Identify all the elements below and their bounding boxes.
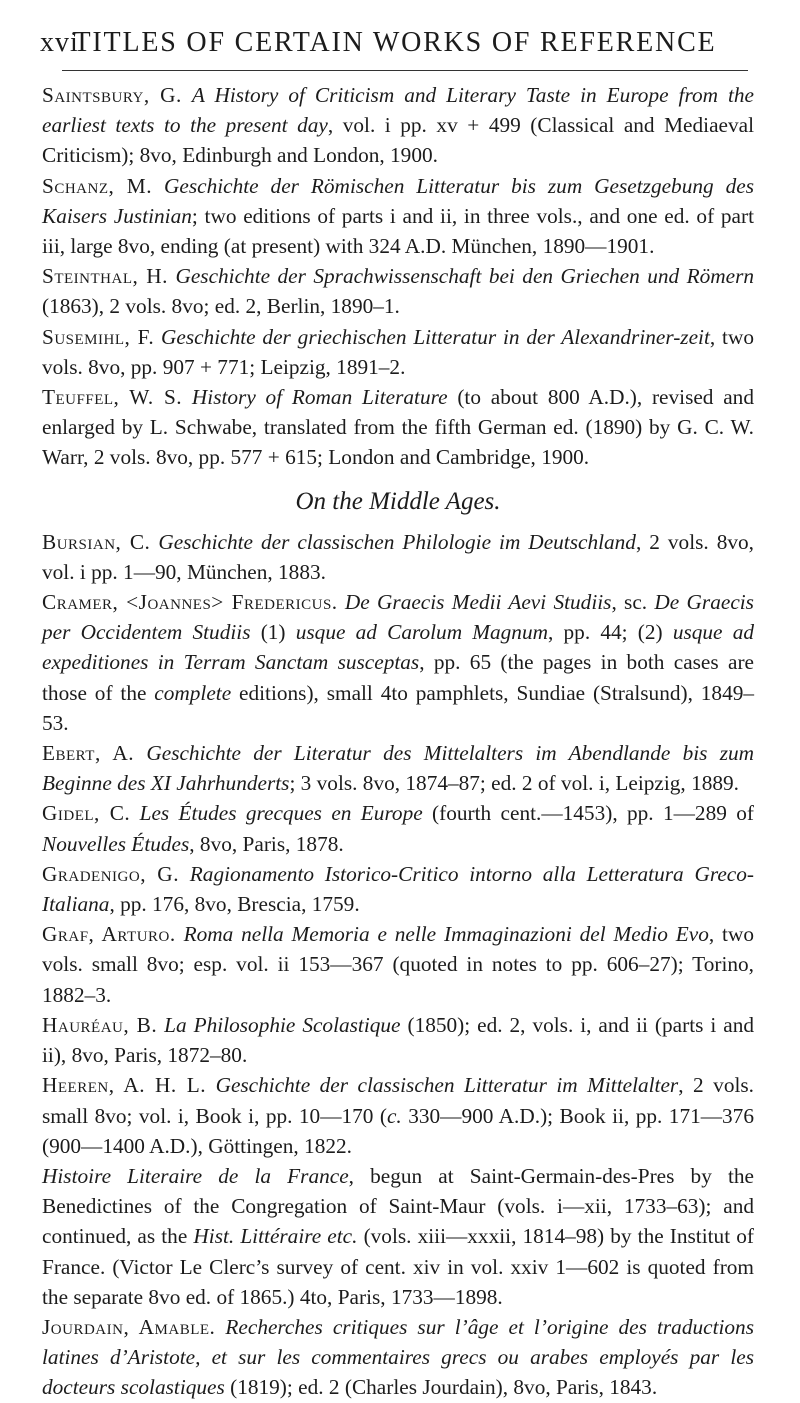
entry-details: (1850); ed. 2, vols. i, and ii (parts i and ii), 8vo, Paris, 1872–80. [42,1012,754,1068]
entry-title: Ragionamento Istorico-Critico intorno alla Letteratura Greco-Italiana [42,861,754,917]
entry-title: Recherches critiques sur l’âge et l’origine des traductions latines d’Aristote, et sur les commentaires grecs ou arabes employés par les docteurs scolastiques [42,1314,754,1400]
entry-title: Geschichte der Literatur des Mittelalters im Abendlande bis zum Beginne des XI Jahrhunderts [42,741,755,796]
entry-author: Steinthal, H. [42,264,168,289]
entry-details: , pp. 65 (the pages in both cases are those of the [42,650,754,705]
entry-title: Geschichte der Sprachwissenschaft bei den Griechen und Römern [175,264,755,289]
entry-title: Geschichte der classischen Philologie im Deutschland [158,529,636,554]
entry-details: (1) [250,620,296,645]
entry-title: Geschichte der Römischen Litteratur bis zum Gesetzgebung des Kaisers Justinian [42,173,754,228]
entry-details: , 2 vols. small 8vo; vol. i, Book i, pp. 10—170 ( [42,1073,754,1128]
entry-cramer [42,587,754,738]
entry-author: Saintsbury, G. [42,83,182,107]
entry-title: A History of Criticism and Literary Taste in Europe from the earliest texts to the present day [42,83,754,138]
entry-details: (1863), 2 vols. 8vo; ed. 2, Berlin, 1890–1. [42,294,400,319]
entry-saintsbury [42,80,754,171]
entry-author: Jourdain, Amable. [42,1314,216,1339]
entry-details: (to about 800 A.D.), revised and enlarged by L. Schwabe, translated from the fifth German ed. (1890) by G. C. W. Warr, 2 vols. 8vo, pp. 577 + 615; London and Cambridge, 1900. [42,385,754,470]
entry-gidel [42,798,754,858]
header-rule [62,70,748,71]
entry-author: Cramer, <Joannes> Fredericus. [42,590,338,615]
entry-details: editions), small 4to pamphlets, Sundiae (Stralsund), 1849–53. [42,680,755,735]
entry-emphasis: complete [154,680,232,705]
entry-details: (1819); ed. 2 (Charles Jourdain), 8vo, Paris, 1843. [224,1375,658,1400]
entry-susemihl [42,322,754,382]
entry-gradenigo [42,859,754,919]
entry-graf [42,919,754,1010]
entry-title: Les Études grecques en Europe [139,801,423,826]
entry-title: Geschichte der classischen Litteratur im Mittelalter [215,1073,679,1098]
entry-title: Nouvelles Études [42,831,190,856]
entry-details: (vols. xiii—xxxii, 1814–98) by the Institut of France. (Victor Le Clerc’s survey of cent. xiv in vol. xxiv 1—602 is quoted from the separate 8vo ed. of 1865.) 4to, Paris, 1733—1898. [42,1224,754,1309]
entry-author: Bursian, C. [42,529,151,554]
entry-details: , two vols. 8vo, pp. 907 + 771; Leipzig, 1891–2. [42,324,754,379]
entry-details: ; 3 vols. 8vo, 1874–87; ed. 2 of vol. i, Leipzig, 1889. [289,771,740,796]
section-heading: On the Middle Ages. [295,487,501,515]
entry-details: , pp. 176, 8vo, Brescia, 1759. [109,892,360,917]
entry-details: , vol. i pp. xv + 499 (Classical and Mediaeval Criticism); 8vo, Edinburgh and London, 1900. [42,113,754,168]
entry-author: Graf, Arturo. [42,922,176,947]
entry-ebert [42,738,754,798]
entry-details: , 2 vols. 8vo, vol. i pp. 1—90, München, 1883. [42,529,754,584]
entry-title: Geschichte der griechischen Litteratur in der Alexandriner-zeit [160,324,710,349]
page-number: xvi [40,27,79,58]
entry-details: , 8vo, Paris, 1878. [189,831,344,856]
running-title: TITLES OF CERTAIN WORKS OF REFERENCE [73,27,717,58]
entry-author: Hauréau, B. [42,1012,158,1037]
entry-schanz [42,171,754,262]
entry-author: Teuffel, W. S. [42,385,183,410]
entry-details: , begun at Saint-Germain-des-Pres by the Benedictines of the Congregation of Saint-Maur (vols. i—xii, 1733–63); and continued, as the [42,1163,754,1249]
entry-histoire [42,1161,754,1312]
entry-details: (fourth cent.—1453), pp. 1—289 of [422,801,754,826]
entry-author: Susemihl, F. [42,324,155,349]
entry-details: , two vols. small 8vo; esp. vol. ii 153—367 (quoted in notes to pp. 606–27); Torino, 1882–3. [42,922,754,1007]
entry-details: , sc. [611,590,655,615]
entry-author: Heeren, A. H. L. [42,1073,207,1098]
entry-author: Gradenigo, G. [42,861,180,886]
entry-haureau [42,1010,754,1070]
entry-title: usque ad expeditiones in Terram Sanctam susceptas [42,620,754,675]
entry-title: Histoire Literaire de la France [42,1163,349,1188]
entry-title: usque ad Carolum Magnum [295,620,548,645]
entry-title: La Philosophie Scolastique [164,1012,401,1037]
entry-jourdain [42,1312,754,1403]
entry-author: Ebert, A. [42,741,135,766]
entry-heeren [42,1070,754,1161]
entry-title: De Graecis Medii Aevi Studiis [344,590,612,615]
entry-title: Hist. Littéraire etc. [193,1224,358,1249]
entry-bursian [42,527,754,587]
entry-details: 330—900 A.D.); Book ii, pp. 171—376 (900—1400 A.D.), Göttingen, 1822. [42,1103,754,1158]
entry-details: ; two editions of parts i and ii, in three vols., and one ed. of part iii, large 8vo, ending (at present) with 324 A.D. München, 1890—1901. [42,203,754,259]
entry-author: Gidel, C. [42,801,131,826]
entry-title: De Graecis per Occidentem Studiis [42,590,754,645]
entry-details: , pp. 44; (2) [548,620,673,645]
entry-author: Schanz, M. [42,173,153,198]
bibliography-page [42,80,754,1403]
entry-steinthal [42,261,754,321]
entry-circa: c. [386,1103,402,1128]
entry-title: History of Roman Literature [191,385,448,410]
entry-teuffel [42,382,754,473]
page-header [40,27,750,61]
entry-title: Roma nella Memoria e nelle Immaginazioni del Medio Evo [183,922,709,947]
